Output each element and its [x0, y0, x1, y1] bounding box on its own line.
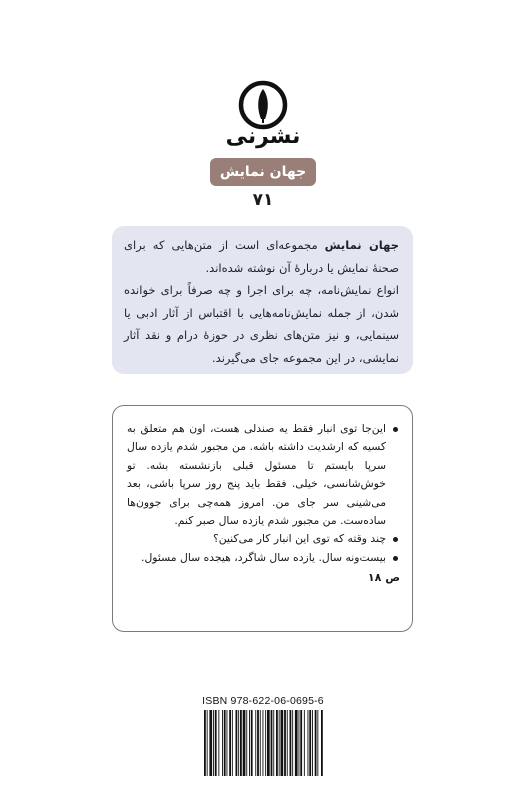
page-reference: ص ۱۸: [367, 571, 400, 585]
series-name: جهان نمایش: [219, 164, 307, 180]
dialogue-line: بیست‌ونه سال. یازده سال شاگرد، هیجده سال مسئول.: [127, 549, 386, 567]
series-badge: [210, 158, 316, 186]
publisher-name: نشرنی: [225, 124, 301, 149]
description-lead: جهان نمایش: [324, 238, 399, 252]
series-description: [112, 226, 413, 374]
dialogue-line: این‌جا توی انبار فقط یه صندلی هست، اون هم متعلق به کسیه که ارشدیت داشته باشه. من مجبور شدم یازده سال سرپا بایستم تا مسئول قبلی بازنشسته بشه. تو خوش‌شانسی، خیلی. فقط باید پنج روز سرپا باشی، بعد می‌شینی سر جای من. امروز همه‌چی برای جوون‌ها ساده‌ست. من مجبور شدم یازده سال صبر کنم.: [127, 420, 386, 530]
description-paragraph-1: [124, 234, 399, 279]
barcode-icon: [202, 710, 324, 776]
dialogue-line: چند وقته که توی این انبار کار می‌کنین؟: [127, 530, 386, 548]
barcode-block: [198, 694, 328, 778]
description-paragraph-2: انواع نمایش‌نامه، چه برای اجرا و چه صرفاً برای خوانده شدن، از جمله نمایش‌نامه‌هایی با اقتباس از آثار ادبی یا سینمایی، و نیز متن‌های نظری در حوزهٔ درام و نقد آثار نمایشی، در این مجموعه جای می‌گیرند.: [124, 283, 399, 365]
play-excerpt: [112, 405, 413, 632]
series-number: ۷۱: [252, 190, 274, 210]
description-text-1: مجموعه‌ای است از متن‌هایی که برای صحنهٔ نمایش یا دربارهٔ آن نوشته شده‌اند.: [124, 238, 399, 275]
feather-seal-icon: [238, 80, 288, 130]
dialogue-list: [127, 420, 400, 567]
isbn-text: ISBN 978-622-06-0695-6: [202, 695, 324, 707]
